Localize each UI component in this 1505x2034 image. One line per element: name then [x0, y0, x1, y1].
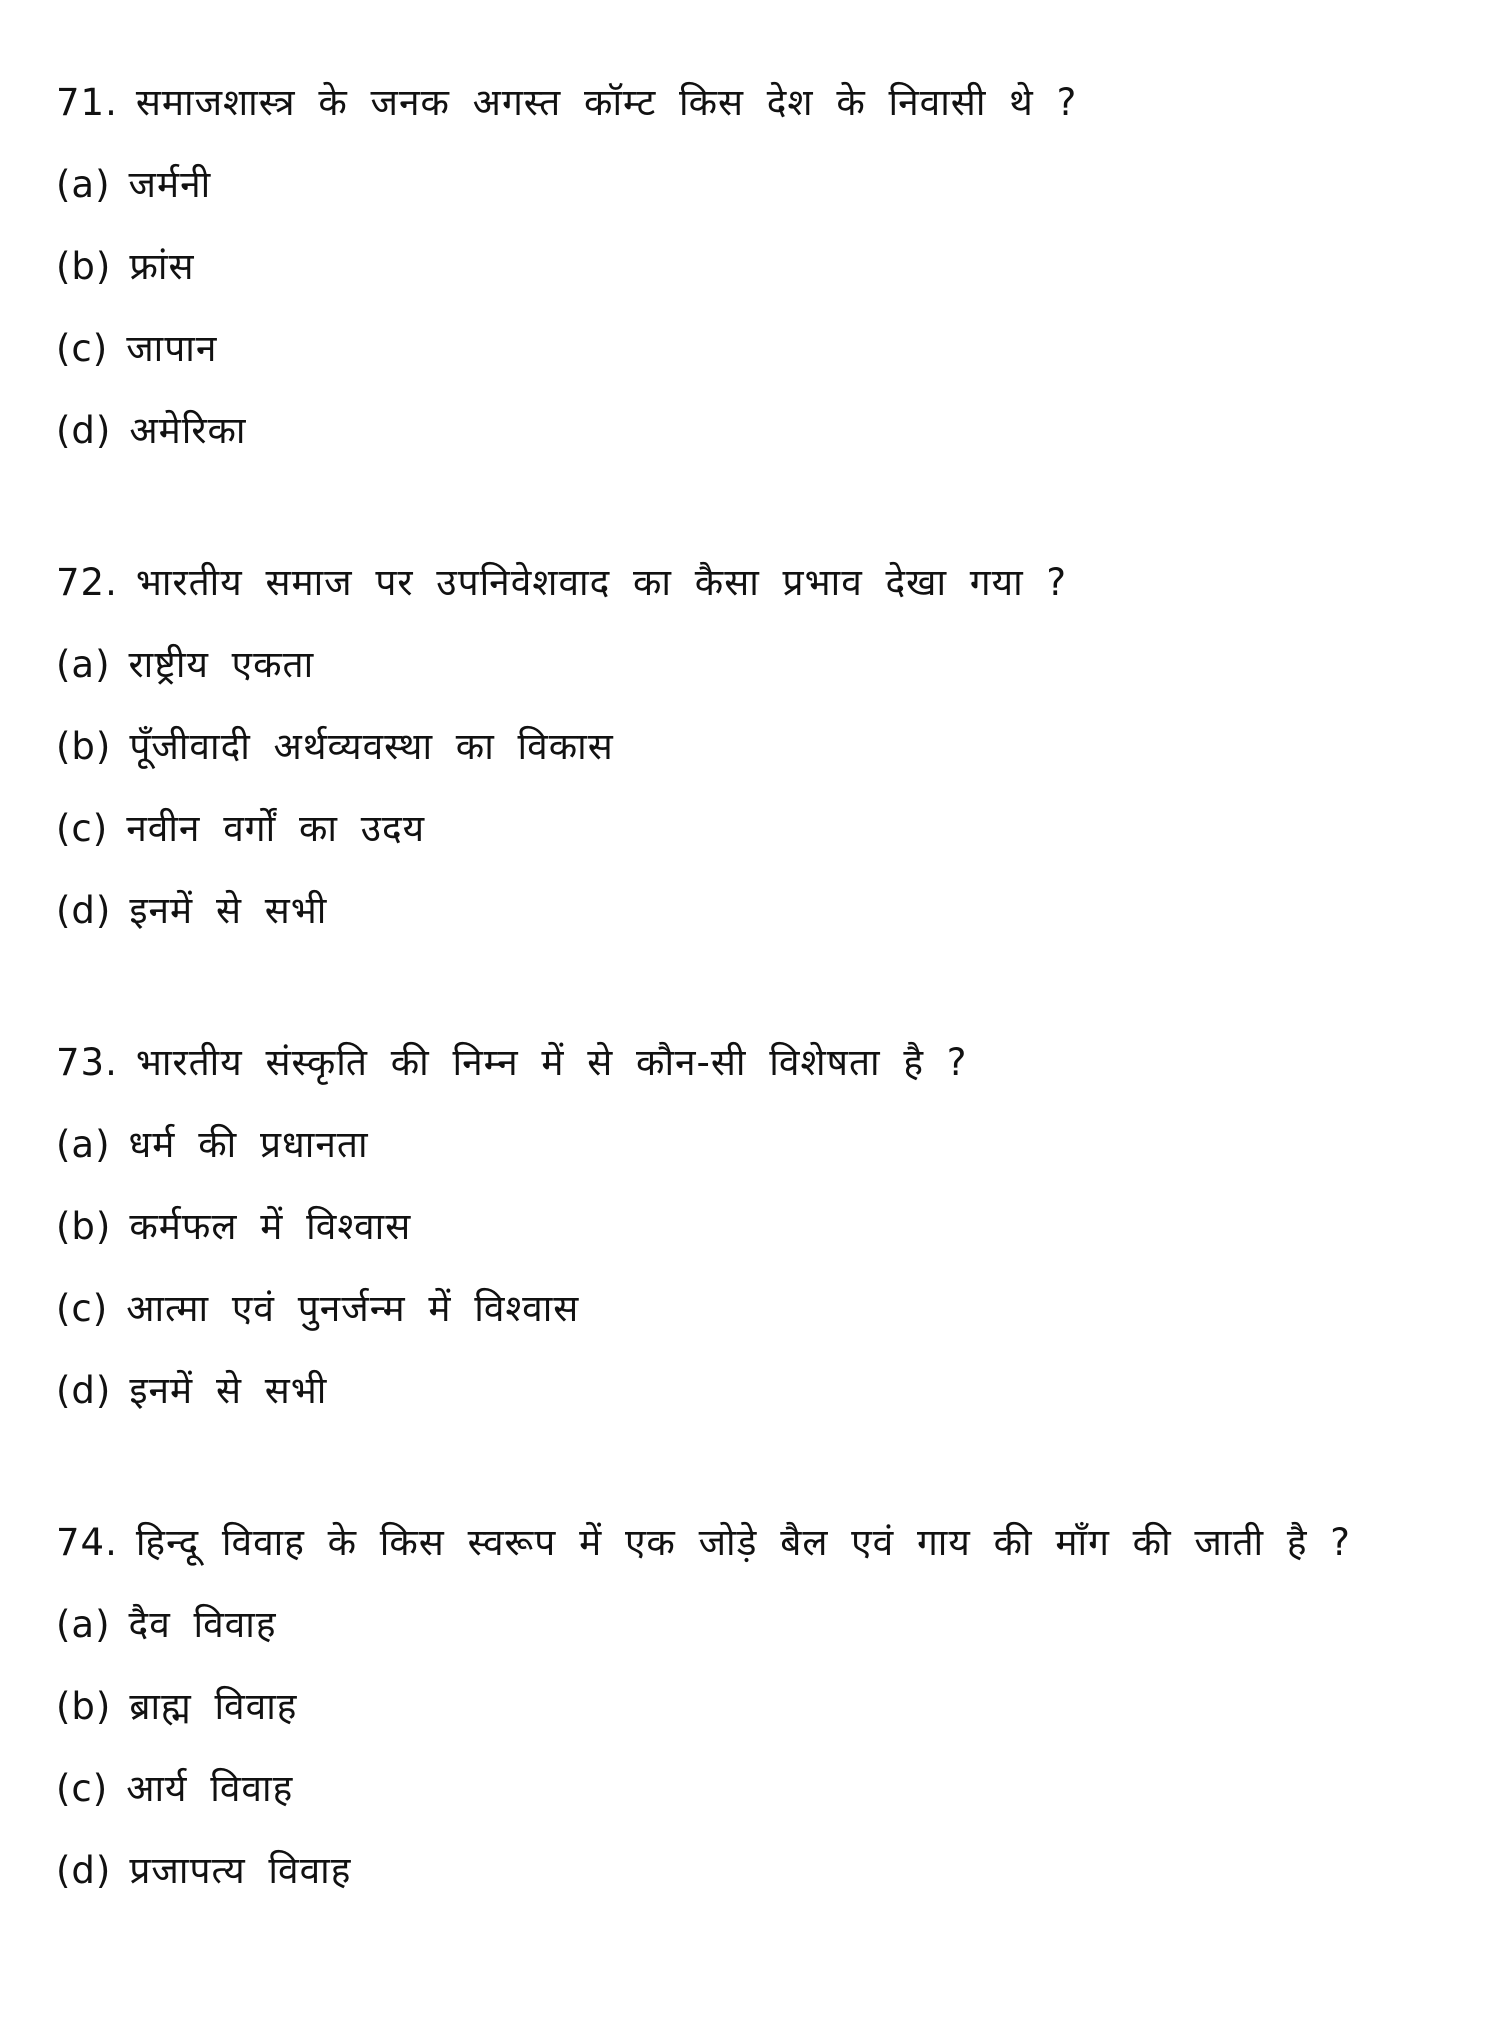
option-key: (c) [56, 807, 109, 850]
option-key: (c) [56, 1767, 109, 1810]
question-stem [56, 542, 1476, 624]
question-number: 72. [56, 561, 118, 604]
question-73 [56, 1022, 1476, 1432]
option-key: (b) [56, 1685, 112, 1728]
question-74 [56, 1502, 1476, 1912]
option-d [56, 1830, 1476, 1912]
option-key: (a) [56, 643, 111, 686]
option-key: (d) [56, 889, 112, 932]
option-key: (d) [56, 1369, 112, 1412]
option-key: (b) [56, 245, 112, 288]
option-d [56, 1350, 1476, 1432]
option-c [56, 308, 1476, 390]
option-key: (b) [56, 1205, 112, 1248]
question-text: समाजशास्त्र के जनक अगस्त कॉम्ट किस देश के निवासी थे ? [135, 81, 1078, 124]
option-c [56, 788, 1476, 870]
option-text: राष्ट्रीय एकता [128, 643, 315, 686]
question-sheet [56, 62, 1476, 1982]
option-key: (a) [56, 1603, 111, 1646]
option-text: फ्रांस [129, 245, 195, 288]
option-text: अमेरिका [129, 409, 247, 452]
option-c [56, 1268, 1476, 1350]
option-text: धर्म की प्रधानता [128, 1123, 369, 1166]
question-text: हिन्दू विवाह के किस स्वरूप में एक जोड़े बैल एवं गाय की माँग की जाती है ? [135, 1521, 1351, 1564]
option-text: कर्मफल में विश्वास [129, 1205, 412, 1248]
option-d [56, 870, 1476, 952]
option-text: दैव विवाह [128, 1603, 277, 1646]
option-text: आर्य विवाह [126, 1767, 294, 1810]
option-key: (d) [56, 1849, 112, 1892]
option-a [56, 144, 1476, 226]
question-number: 73. [56, 1041, 118, 1084]
option-a [56, 1584, 1476, 1666]
option-key: (d) [56, 409, 112, 452]
option-key: (c) [56, 327, 109, 370]
option-b [56, 1666, 1476, 1748]
option-text: इनमें से सभी [129, 889, 328, 932]
question-number: 71. [56, 81, 118, 124]
option-text: जर्मनी [128, 163, 212, 206]
option-a [56, 624, 1476, 706]
option-key: (c) [56, 1287, 109, 1330]
question-stem [56, 1022, 1476, 1104]
option-key: (b) [56, 725, 112, 768]
option-key: (a) [56, 163, 111, 206]
question-71 [56, 62, 1476, 472]
option-b [56, 226, 1476, 308]
question-stem [56, 62, 1476, 144]
option-text: प्रजापत्य विवाह [129, 1849, 352, 1892]
option-text: ब्राह्म विवाह [129, 1685, 298, 1728]
option-a [56, 1104, 1476, 1186]
option-text: आत्मा एवं पुनर्जन्म में विश्वास [126, 1287, 580, 1330]
option-text: नवीन वर्गों का उदय [126, 807, 426, 850]
option-b [56, 1186, 1476, 1268]
option-d [56, 390, 1476, 472]
option-c [56, 1748, 1476, 1830]
option-text: पूँजीवादी अर्थव्यवस्था का विकास [129, 725, 614, 768]
option-b [56, 706, 1476, 788]
question-text: भारतीय संस्कृति की निम्न में से कौन-सी विशेषता है ? [135, 1041, 968, 1084]
option-text: जापान [126, 327, 218, 370]
question-72 [56, 542, 1476, 952]
question-number: 74. [56, 1521, 118, 1564]
option-key: (a) [56, 1123, 111, 1166]
option-text: इनमें से सभी [129, 1369, 328, 1412]
question-text: भारतीय समाज पर उपनिवेशवाद का कैसा प्रभाव देखा गया ? [135, 561, 1068, 604]
question-stem [56, 1502, 1476, 1584]
